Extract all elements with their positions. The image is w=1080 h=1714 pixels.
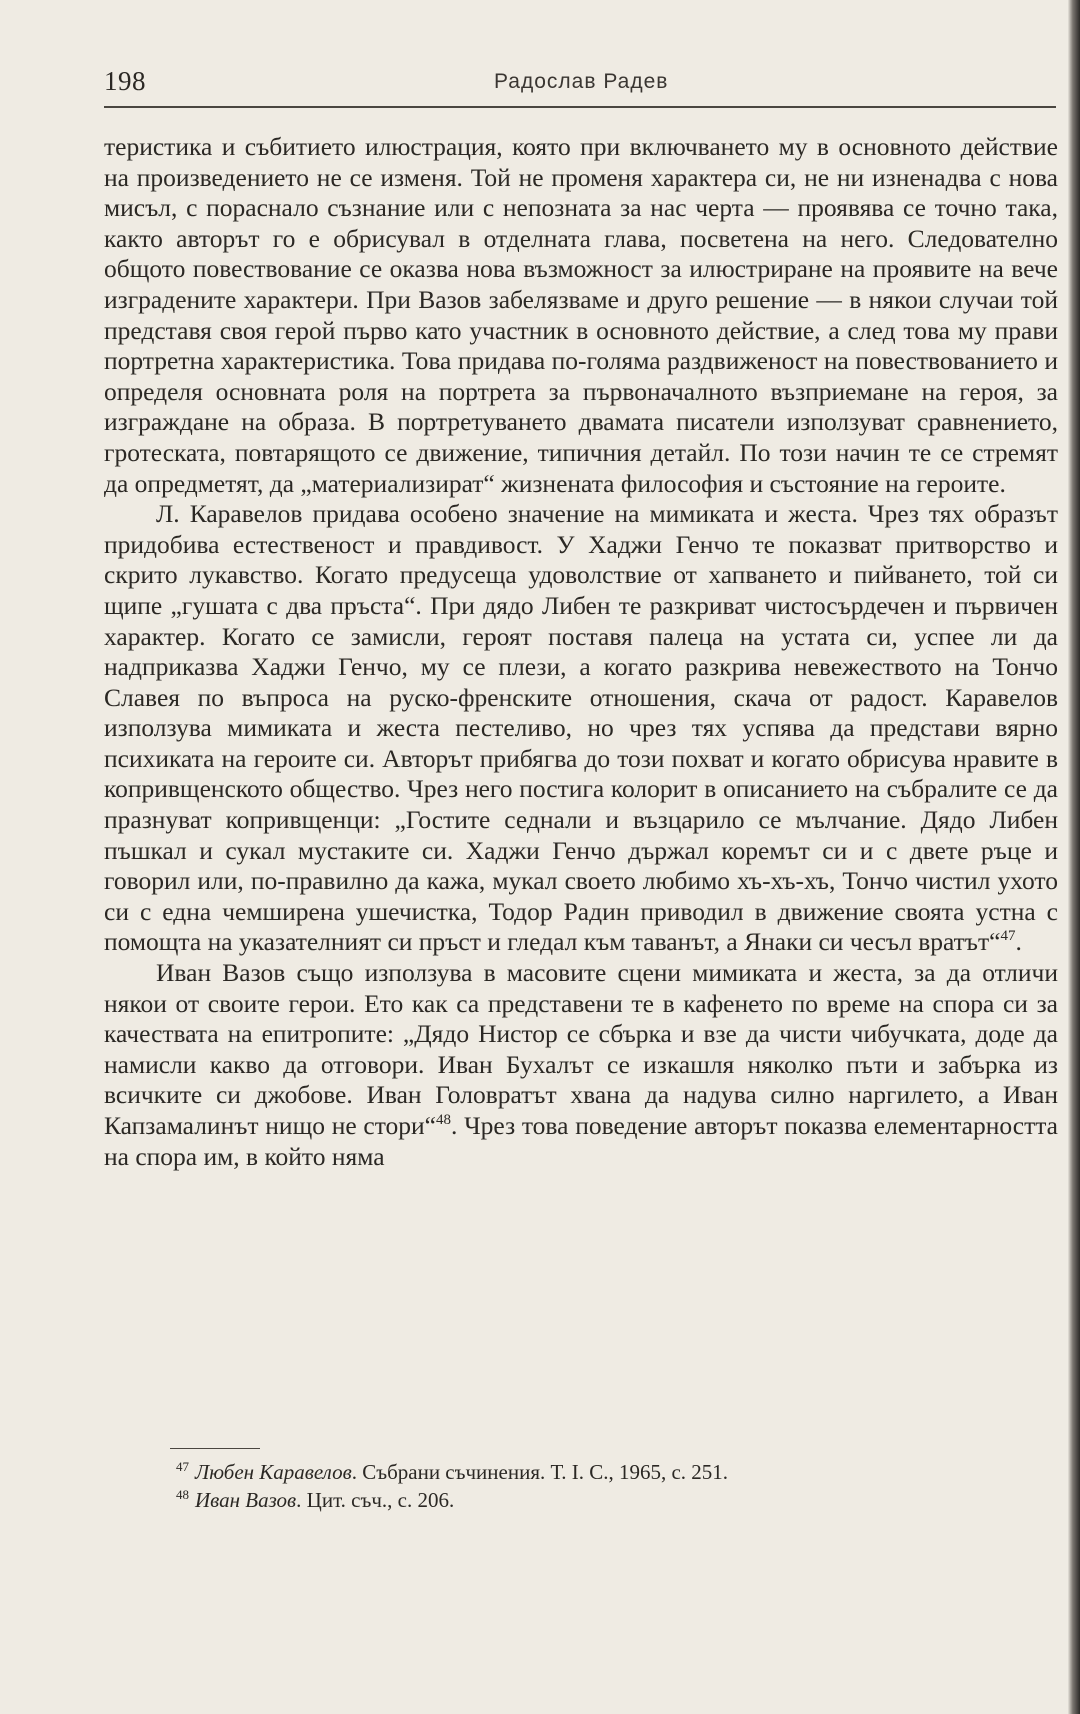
footnote-text: . Цит. съч., с. 206. — [296, 1488, 455, 1512]
paragraph-3 — [104, 958, 1058, 1172]
paragraph-2-text: Л. Каравелов придава особено значение на мимиката и жеста. Чрез тях образът придобива естественост и правдивост. У Хаджи Генчо те показват притворство и скрито лукавство. Когато предусеща удоволствие от хапването и пийването, той си щипе „гушата с два пръста“. При дядо Либен те разкриват чистосърдечен и първичен характер. Когато се замисли, героят поставя палеца на устата си, успее ли да надприказва Хаджи Генчо, му се плези, а когато разкрива невежеството на Тончо Славея по въпроса на руско-френските отношения, скача от радост. Каравелов използува мимиката и жеста пестеливо, но чрез тях успява да представи вярно психиката на героите си. Авторът прибягва до този похват и когато обрисува нравите в копривщенското общество. Чрез него постига колорит в описанието на събралите се да празнуват копривщенци: „Гостите седнали и възцарило се мълчание. Дядо Либен пъшкал и сукал мустаките си. Хаджи Генчо държал коремът си и с двете ръце и говорил или, по-правилно да кажа, мукал своето любимо хъ-хъ-хъ, Тончо чистил ухото си с една чемширена ушечистка, Тодор Радин приводил в движение своята устна с помощта на указателният си пръст и гледал към таванът, а Янаки си чесъл вратът“ — [104, 499, 1058, 957]
footnote-author: Любен Каравелов — [195, 1460, 352, 1484]
footnote-mark: 47 — [176, 1459, 189, 1474]
footnote-mark: 48 — [176, 1487, 189, 1502]
footnote-rule — [170, 1448, 260, 1449]
footnote-text: . Събрани съчинения. Т. I. С., 1965, с. 251. — [351, 1460, 729, 1484]
page-number: 198 — [104, 66, 146, 96]
paragraph-1: теристика и събитието илюстрация, която при включването му в основното действие на произведението не се изменя. Той не променя характера си, не ни изненадва с нова мисъл, с пораснало съзнание или с непозната за нас черта — проявява се точно така, както авторът го е обрисувал в отделната глава, посветена на него. Следователно общото повествование се оказва нова възможност за илюстриране на проявите на вече изградените характери. При Вазов забелязваме и друго решение — в някои случаи той представя своя герой първо като участник в основното действие, а след това му прави портретна характеристика. Това придава по-голяма раздвиженост на повествованието и определя основната роля на портрета за първоначалното възприемане на героя, за изграждане на образа. В портретуването двамата писатели използуват сравнението, гротеската, повтарящото се движение, типичния детайл. По този начин те се стремят да опредметят, да „материализират“ жизнената философия и състояние на героите. — [104, 132, 1058, 498]
note-ref-47: 47 — [1000, 928, 1016, 945]
page-spine-edge — [1068, 0, 1080, 1714]
footnote-48 — [176, 1486, 1056, 1514]
footnote-47 — [176, 1458, 1056, 1486]
body-text — [104, 132, 1058, 1172]
page-header — [104, 64, 1054, 104]
note-ref-48: 48 — [436, 1112, 451, 1128]
paragraph-2-end: . — [1015, 927, 1022, 957]
running-title: Радослав Радев — [494, 70, 669, 93]
paragraph-3-text: Иван Вазов също използува в масовите сцени мимиката и жеста, за да отличи някои от своите герои. Ето как са представени те в кафенето по време на спора си за качествата на епитропите: „Дядо Нистор се сбърка и взе да чисти чибучката, доде да намисли какво да отговори. Иван Бухалът се изкашля няколко пъти и забърка из всичките си джобове. Иван Головратът хвана да надува силно наргилето, а Иван Капзамалинът нищо не стори“ — [104, 958, 1058, 1140]
footnote-author: Иван Вазов — [195, 1488, 297, 1512]
header-rule — [104, 106, 1056, 108]
footnotes — [176, 1458, 1056, 1514]
paragraph-2 — [104, 499, 1058, 958]
paragraph-3-end: . Чрез това поведение авторът показва елементарността на спора им, в който няма — [104, 1111, 1059, 1171]
